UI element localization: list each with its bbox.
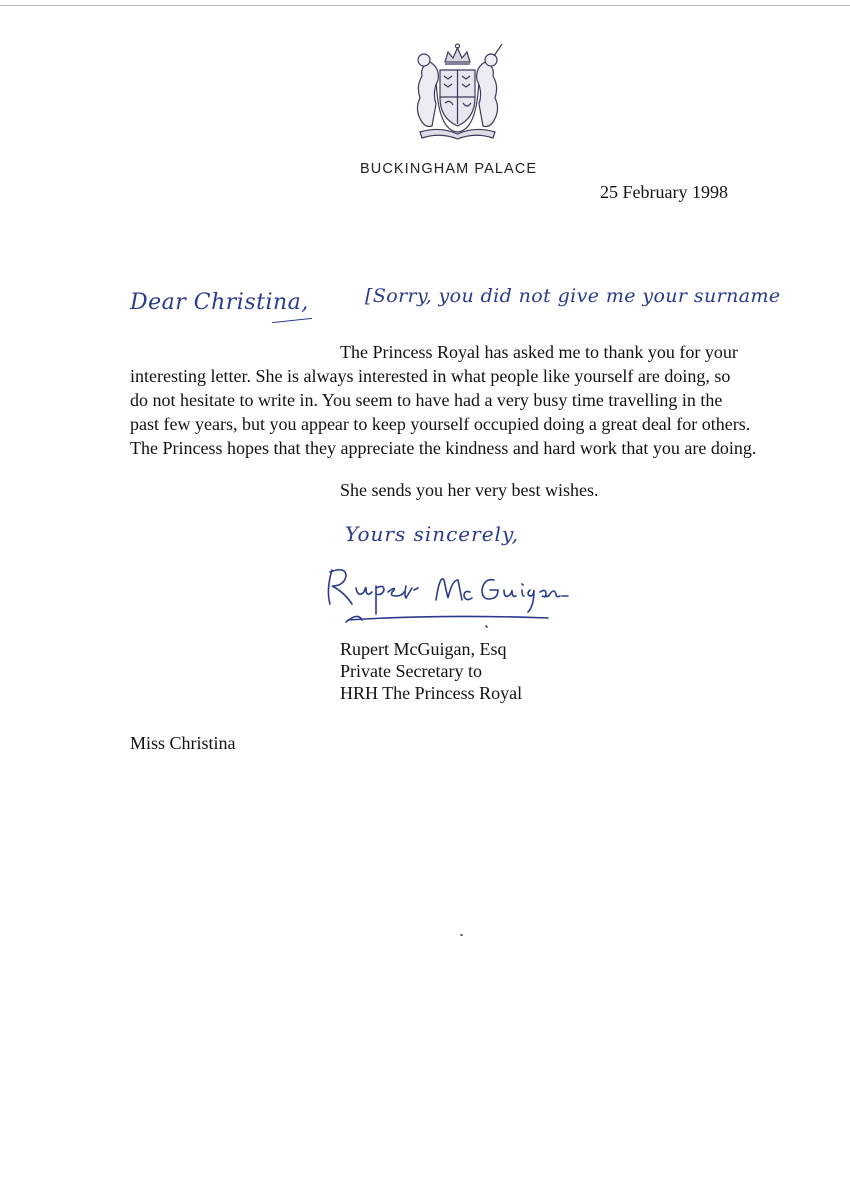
letterhead-address: BUCKINGHAM PALACE <box>360 161 538 177</box>
body-line: do not hesitate to write in. You seem to have had a very busy time travelling in the <box>130 390 723 410</box>
handwritten-surname-note: [Sorry, you did not give me your surname <box>365 285 781 307</box>
handwritten-closing: Yours sincerely, <box>345 522 519 546</box>
sender-title: Private Secretary to <box>340 661 482 681</box>
sender-block <box>340 638 522 704</box>
letter-body <box>130 340 810 460</box>
signature <box>318 560 578 630</box>
page-top-edge <box>0 5 850 6</box>
royal-coat-of-arms-icon <box>400 40 515 140</box>
body-line: The Princess hopes that they appreciate the kindness and hard work that you are doing. <box>130 438 757 458</box>
salutation-flourish <box>272 318 312 323</box>
letter-date: 25 February 1998 <box>600 182 728 202</box>
paper-mark <box>460 934 463 936</box>
body-line: The Princess Royal has asked me to thank you for your <box>340 342 738 362</box>
body-line: interesting letter. She is always interested in what people like yourself are doing, so <box>130 366 731 386</box>
body-line: past few years, but you appear to keep yourself occupied doing a great deal for others. <box>130 414 751 434</box>
sender-name: Rupert McGuigan, Esq <box>340 639 507 659</box>
recipient-name: Miss Christina <box>130 733 236 753</box>
handwritten-salutation: Dear Christina, <box>130 290 309 315</box>
closing-wishes: She sends you her very best wishes. <box>340 480 599 500</box>
sender-title: HRH The Princess Royal <box>340 683 523 703</box>
